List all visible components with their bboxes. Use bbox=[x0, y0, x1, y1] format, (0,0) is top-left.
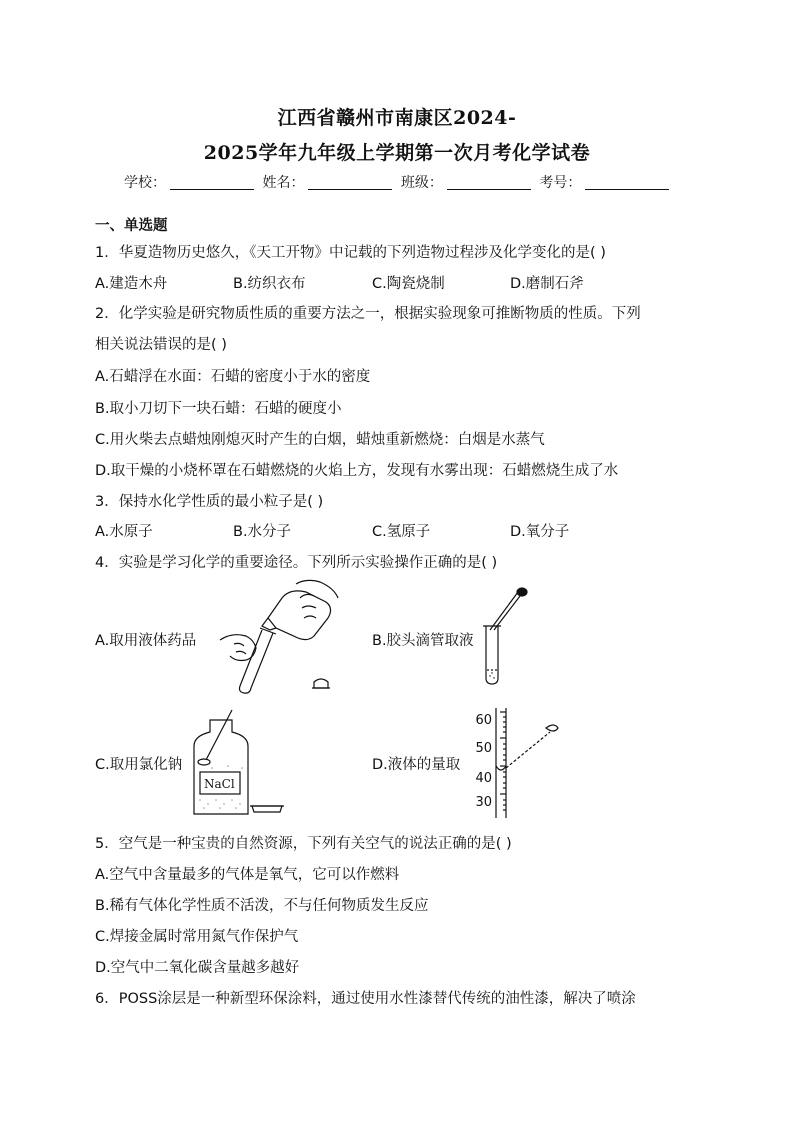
q4-option-c[interactable]: C.取用氯化钠 bbox=[95, 757, 183, 773]
tick-label-50: 50 bbox=[475, 741, 492, 756]
q2-option-b[interactable]: B.取小刀切下一块石蜡：石蜡的硬度小 bbox=[95, 401, 342, 417]
q5-option-d[interactable]: D.空气中二氧化碳含量越多越好 bbox=[95, 960, 300, 976]
q3-option-b[interactable]: B.水分子 bbox=[233, 524, 292, 540]
section-heading: 一、单选题 bbox=[95, 218, 168, 234]
tick-label-60: 60 bbox=[475, 713, 492, 728]
q4-option-b[interactable]: B.胶头滴管取液 bbox=[372, 633, 474, 649]
q5-option-b[interactable]: B.稀有气体化学性质不活泼，不与任何物质发生反应 bbox=[95, 898, 429, 914]
school-label: 学校： bbox=[124, 175, 166, 191]
exam-title-line1: 江西省赣州市南康区2024- bbox=[277, 107, 517, 129]
number-blank[interactable] bbox=[585, 175, 669, 190]
q3-option-c[interactable]: C.氢原子 bbox=[372, 524, 431, 540]
tick-label-30: 30 bbox=[475, 795, 492, 810]
name-label: 姓名： bbox=[262, 175, 305, 191]
student-info-row bbox=[124, 172, 673, 192]
exam-title-line2: 2025学年九年级上学期第一次月考化学试卷 bbox=[203, 142, 591, 164]
class-blank[interactable] bbox=[447, 175, 531, 190]
q1-option-d[interactable]: D.磨制石斧 bbox=[510, 276, 584, 292]
figure-pouring-liquid bbox=[210, 578, 350, 696]
q2-option-c[interactable]: C.用火柴去点蜡烛刚熄灭时产生的白烟，蜡烛重新燃烧：白烟是水蒸气 bbox=[95, 432, 545, 448]
q2-option-a[interactable]: A.石蜡浮在水面：石蜡的密度小于水的密度 bbox=[95, 369, 371, 385]
school-blank[interactable] bbox=[170, 175, 254, 190]
q6-stem: 6．POSS涂层是一种新型环保涂料，通过使用水性漆替代传统的油性漆，解决了喷涂 bbox=[95, 991, 636, 1007]
q1-option-a[interactable]: A.建造木舟 bbox=[95, 276, 168, 292]
nacl-label: NaCl bbox=[204, 777, 235, 791]
figure-graduated-cylinder bbox=[470, 708, 570, 820]
q5-stem: 5．空气是一种宝贵的自然资源，下列有关空气的说法正确的是( ) bbox=[95, 836, 512, 852]
number-label: 考号： bbox=[539, 175, 582, 191]
q4-stem: 4．实验是学习化学的重要途径。下列所示实验操作正确的是( ) bbox=[95, 555, 498, 571]
q1-stem: 1．华夏造物历史悠久，《天工开物》中记载的下列造物过程涉及化学变化的是( ) bbox=[95, 245, 606, 261]
q2-stem-line1: 2．化学实验是研究物质性质的重要方法之一，根据实验现象可推断物质的性质。下列 bbox=[95, 306, 641, 322]
q1-option-c[interactable]: C.陶瓷烧制 bbox=[372, 276, 445, 292]
q3-option-d[interactable]: D.氧分子 bbox=[510, 524, 570, 540]
q3-stem: 3．保持水化学性质的最小粒子是( ) bbox=[95, 494, 324, 510]
q3-option-a[interactable]: A.水原子 bbox=[95, 524, 153, 540]
figure-dropper bbox=[480, 586, 530, 686]
q1-option-b[interactable]: B.纺织衣布 bbox=[233, 276, 306, 292]
q3-options bbox=[95, 520, 715, 540]
q5-option-c[interactable]: C.焊接金属时常用氮气作保护气 bbox=[95, 929, 299, 945]
q4-option-a[interactable]: A.取用液体药品 bbox=[95, 633, 197, 649]
figure-nacl-jar bbox=[192, 706, 292, 818]
tick-label-40: 40 bbox=[475, 771, 492, 786]
q4-option-d[interactable]: D.液体的量取 bbox=[372, 757, 461, 773]
class-label: 班级： bbox=[400, 175, 443, 191]
q1-options bbox=[95, 272, 715, 292]
q2-stem-line2: 相关说法错误的是( ) bbox=[95, 337, 227, 353]
name-blank[interactable] bbox=[308, 175, 392, 190]
q2-option-d[interactable]: D.取干燥的小烧杯罩在石蜡燃烧的火焰上方，发现有水雾出现：石蜡燃烧生成了水 bbox=[95, 463, 619, 479]
q5-option-a[interactable]: A.空气中含量最多的气体是氧气，它可以作燃料 bbox=[95, 867, 400, 883]
